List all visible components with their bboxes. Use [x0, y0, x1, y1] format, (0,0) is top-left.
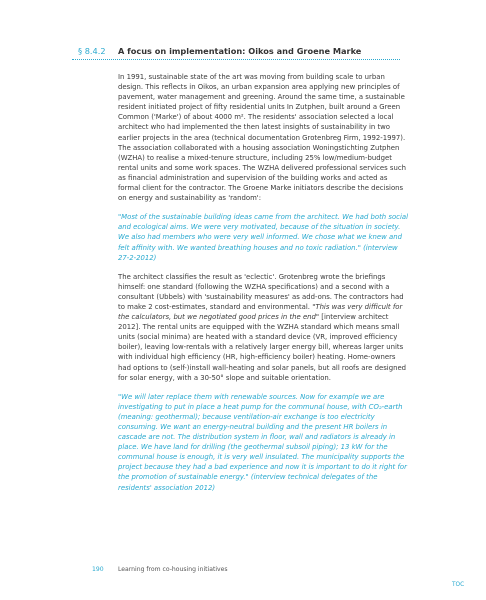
architect-quote: "This was very difficult for the calculators, but we negotiated good prices in the end"	[118, 302, 403, 322]
paragraph-architect-part2: [interview architect 2012]. The rental units are equipped with the WZHA standard which means small units (social minima) are heated with a standard device (VR, improved efficiency boiler), leaving low-rentals with a relatively larger energy bill, whereas larger units with individual high efficiency (HR, high-efficiency boiler) heating. Home-owners had options to (self-)install wall-heating and solar panels, but all roofs are designed for solar energy, with a 30-50° slope and suitable orientation.	[118, 313, 407, 382]
paragraph-intro: In 1991, sustainable state of the art was moving from building scale to urban design. This reflects in Oikos, an urban expansion area applying new principles of pavement, water management and greening. Around the same time, a sustainable resident initiated project of fifty residential units In Zutphen, built around a Green Common ('Marke') of about 4000 m². The residents' association selected a local architect who had implemented the then latest insights of sustainability in two earlier projects in the area (technical documentation Grotenbreg Firm, 1992-1997). The association collaborated with a housing association Woningstichting Zutphen (WZHA) to realise a mixed-tenure structure, including 25% low/medium-budget rental units and some work spaces. The WZHA delivered professional services such as financial administration and supervision of the building works and acted as formal client for the contractor. The Groene Marke initiators describe the decisions on energy and sustainability as 'random':	[118, 73, 406, 203]
running-title: Learning from co-housing initiatives	[118, 566, 228, 573]
quote-technical-delegates: "We will later replace them with renewable sources. Now for example we are investigating to put in place a heat pump for the communal house, with CO₂-earth (meaning: geothermal); because ventilation-air exchange is too electricity consuming. We want an energy-neutral building and the present HR boilers in cascade are not. The distribution system in floor, wall and radiators is already in place. We have land for drilling (the geothermal subsoil piping); 13 kW for the communal house is enough, it is very well insulated. The municipality supports the project because they had a bad experience and now it is important to do it right for the promotion of sustainable energy." (interview technical delegates of the residents' association 2012)	[118, 392, 407, 492]
paragraph-architect	[118, 272, 410, 383]
section-number: § 8.4.2	[78, 46, 106, 56]
section-title: A focus on implementation: Oikos and Groene Marke	[118, 46, 362, 56]
quote-initiators: "Most of the sustainable building ideas came from the architect. We had both social and ecological aims. We were very motivated, because of the situation in society. We also had members who were very well informed. We chose what we knew and felt affinity with. We wanted breathing houses and no toxic radiation." (interview 27-2-2012)	[118, 213, 409, 262]
body-text	[118, 72, 410, 502]
page-number: 190	[92, 566, 104, 573]
toc-link[interactable]: TOC	[452, 582, 465, 588]
title-divider	[72, 59, 400, 60]
paragraph-architect-part1: The architect classifies the result as 'eclectic'. Grotenbreg wrote the briefings himself: one standard (following the WZHA specifications) and a second with a consultant (Ubbels) with 'sustainability measures' as add-ons. The contractors had to make 2 cost-estimates, standard and environmental.	[118, 272, 404, 311]
